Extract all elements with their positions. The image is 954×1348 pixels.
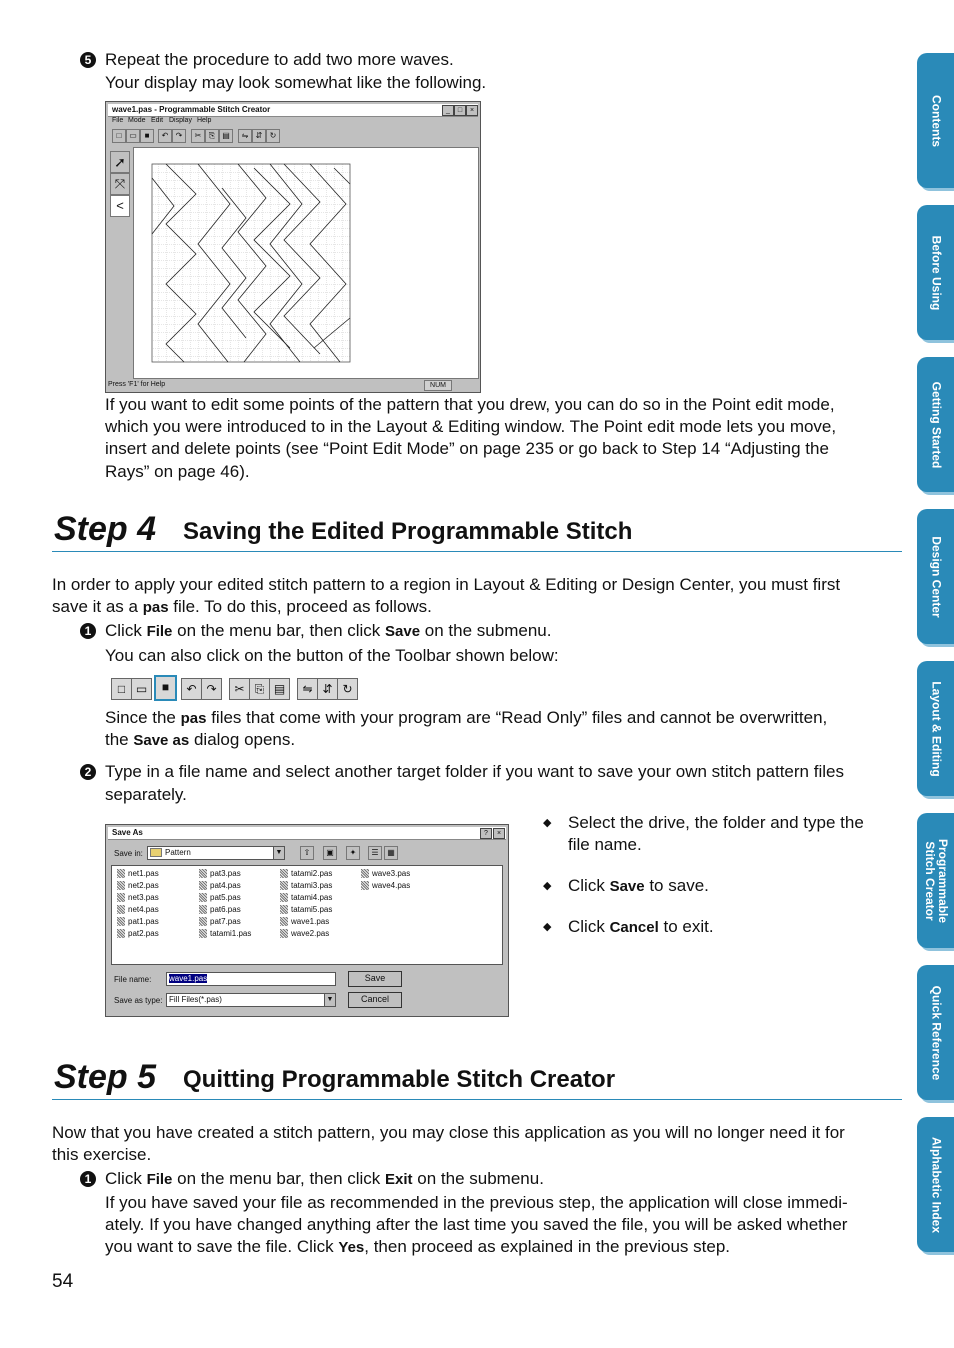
open-icon[interactable]: ▭ xyxy=(131,678,152,700)
tab-quick-reference[interactable]: Quick Reference xyxy=(917,965,954,1100)
step4-intro-1: In order to apply your edited stitch pattern to a region in Layout & Editing or Design Center, you must first xyxy=(52,575,841,594)
flip-v-icon[interactable]: ⇵ xyxy=(252,129,266,143)
file-item[interactable]: tatami2.pas xyxy=(280,869,332,878)
step4-number-2: 2 xyxy=(80,764,96,780)
since-text-2: the Save as dialog opens. xyxy=(105,730,296,749)
close-icon[interactable]: × xyxy=(493,828,505,839)
cut-icon[interactable]: ✂ xyxy=(229,678,250,700)
maximize-icon[interactable]: □ xyxy=(454,105,466,116)
paste-icon[interactable]: ▤ xyxy=(219,129,233,143)
file-item[interactable]: pat1.pas xyxy=(117,917,159,926)
file-item[interactable]: tatami3.pas xyxy=(280,881,332,890)
step5-intro-1: Now that you have created a stitch pattern, you may close this application as you will no longer need it for xyxy=(52,1123,845,1142)
redo-icon[interactable]: ↷ xyxy=(201,678,222,700)
point-edit-paragraph-4: Rays” on page 46). xyxy=(105,462,250,481)
menu-file[interactable]: File xyxy=(112,117,124,124)
step4-divider xyxy=(52,551,902,552)
tab-layout-editing[interactable]: Layout & Editing xyxy=(917,661,954,796)
page-number: 54 xyxy=(52,1271,74,1292)
undo-icon[interactable]: ↶ xyxy=(181,678,202,700)
tab-getting-started[interactable]: Getting Started xyxy=(917,357,954,492)
file-item[interactable]: wave2.pas xyxy=(280,929,329,938)
diamond-bullet-icon: ◆ xyxy=(543,880,552,892)
wave-pattern-grid xyxy=(134,148,478,378)
step5-divider xyxy=(52,1099,902,1100)
cut-icon[interactable]: ✂ xyxy=(191,129,205,143)
rotate-icon[interactable]: ↻ xyxy=(266,129,280,143)
open-icon[interactable]: ▭ xyxy=(126,129,140,143)
step5-subtitle: Quitting Programmable Stitch Creator xyxy=(183,1066,616,1093)
file-item[interactable]: pat2.pas xyxy=(117,929,159,938)
window-title: wave1.pas - Programmable Stitch Creator xyxy=(108,104,478,117)
bullet-2: Click Save to save. xyxy=(568,876,709,895)
bullet-3: Click Cancel to exit. xyxy=(568,917,714,936)
file-item[interactable]: tatami1.pas xyxy=(199,929,251,938)
file-item[interactable]: net2.pas xyxy=(117,881,159,890)
file-item[interactable]: net3.pas xyxy=(117,893,159,902)
stitch-creator-window xyxy=(105,101,481,393)
line-tool-icon[interactable]: < xyxy=(110,195,130,217)
file-item[interactable]: wave1.pas xyxy=(280,917,329,926)
step4-number-1: 1 xyxy=(80,623,96,639)
file-item[interactable]: wave3.pas xyxy=(361,869,410,878)
file-name-label: File name: xyxy=(114,975,152,984)
step-number-5: 5 xyxy=(80,52,96,68)
tab-design-center[interactable]: Design Center xyxy=(917,509,954,644)
save-icon[interactable]: ■ xyxy=(154,675,177,701)
save-as-type-dropdown[interactable]: Fill Files(*.pas) ▼ xyxy=(166,993,336,1007)
file-item[interactable]: net4.pas xyxy=(117,905,159,914)
toolbar-illustration xyxy=(109,677,361,701)
bullet-1-line-2: file name. xyxy=(568,835,642,854)
save-in-label: Save in: xyxy=(114,849,143,858)
new-icon[interactable]: □ xyxy=(111,678,132,700)
file-item[interactable]: net1.pas xyxy=(117,869,159,878)
step4-item1: Click File on the menu bar, then click Save on the submenu. xyxy=(105,621,552,640)
flip-vertical-icon[interactable]: ⇵ xyxy=(317,678,338,700)
list-view-icon[interactable]: ☰ xyxy=(368,846,382,860)
file-name-input[interactable]: wave1.pas xyxy=(166,972,336,986)
canvas-area[interactable] xyxy=(133,147,479,379)
save-as-dialog xyxy=(105,824,509,1017)
save-button[interactable]: Save xyxy=(348,971,402,987)
minimize-icon[interactable]: _ xyxy=(442,105,454,116)
step5-intro-2: this exercise. xyxy=(52,1145,152,1164)
rotate-icon[interactable]: ↻ xyxy=(337,678,358,700)
file-item[interactable]: pat4.pas xyxy=(199,881,241,890)
step5-line-3: ately. If you have changed anything after the last time you saved the file, you will be asked whether xyxy=(105,1215,848,1234)
step4-item2-1: Type in a file name and select another target folder if you want to save your own stitch pattern files xyxy=(105,762,844,781)
tab-contents[interactable]: Contents xyxy=(917,53,954,188)
step5-line-2: If you have saved your file as recommended in the previous step, the application will close immedi- xyxy=(105,1193,848,1212)
step5-title: Step 5 xyxy=(54,1058,157,1096)
undo-icon[interactable]: ↶ xyxy=(158,129,172,143)
point-edit-paragraph-2: which you were introduced to in the Layout & Editing window. The Point edit mode lets you move, xyxy=(105,417,837,436)
tab-programmable-stitch-creator[interactable]: Programmable Stitch Creator xyxy=(917,813,954,948)
details-view-icon[interactable]: ▦ xyxy=(384,846,398,860)
desktop-icon[interactable]: ▣ xyxy=(323,846,337,860)
cancel-button[interactable]: Cancel xyxy=(348,992,402,1008)
step4-item1-line2: You can also click on the button of the Toolbar shown below: xyxy=(105,646,559,665)
up-folder-icon[interactable]: ⇧ xyxy=(300,846,314,860)
new-icon[interactable]: □ xyxy=(112,129,126,143)
file-item[interactable]: wave4.pas xyxy=(361,881,410,890)
file-list[interactable] xyxy=(111,865,503,965)
step5-item1: Click File on the menu bar, then click Exit on the submenu. xyxy=(105,1169,544,1188)
file-item[interactable]: tatami4.pas xyxy=(280,893,332,902)
close-icon[interactable]: × xyxy=(466,105,478,116)
dialog-title: Save As xyxy=(108,827,506,840)
status-bar xyxy=(108,379,476,390)
flip-h-icon[interactable]: ⇋ xyxy=(238,129,252,143)
menu-mode[interactable]: Mode xyxy=(128,117,146,124)
file-item[interactable]: tatami5.pas xyxy=(280,905,332,914)
menu-help[interactable]: Help xyxy=(197,117,212,124)
menu-display[interactable]: Display xyxy=(169,117,192,124)
point-edit-paragraph-1: If you want to edit some points of the pattern that you drew, you can do so in the Point edit mode, xyxy=(105,395,835,414)
step4-title: Step 4 xyxy=(54,510,157,548)
new-folder-icon[interactable]: ✦ xyxy=(346,846,360,860)
diamond-bullet-icon: ◆ xyxy=(543,817,552,829)
point-edit-icon[interactable]: ⤧ xyxy=(110,173,130,195)
file-item[interactable]: pat7.pas xyxy=(199,917,241,926)
step4-item2-2: separately. xyxy=(105,785,187,804)
item5-text: Repeat the procedure to add two more waves. xyxy=(105,50,454,69)
folder-icon xyxy=(150,848,162,857)
step5-number-1: 1 xyxy=(80,1171,96,1187)
help-icon[interactable]: ? xyxy=(480,828,492,839)
file-item[interactable]: pat5.pas xyxy=(199,893,241,902)
tab-alphabetic-index[interactable]: Alphabetic Index xyxy=(917,1117,954,1252)
chevron-down-icon[interactable]: ▼ xyxy=(273,847,284,859)
point-edit-paragraph-3: insert and delete points (see “Point Edit Mode” on page 235 or go back to Step 14 “Adjusting the xyxy=(105,439,829,458)
step4-intro-2: save it as a pas file. To do this, proceed as follows. xyxy=(52,597,432,616)
step5-line-4: you want to save the file. Click Yes, then proceed as explained in the previous step. xyxy=(105,1237,731,1256)
paste-icon[interactable]: ▤ xyxy=(269,678,290,700)
chevron-down-icon[interactable]: ▼ xyxy=(324,994,335,1006)
save-icon[interactable]: ■ xyxy=(140,129,154,143)
select-tool-icon[interactable]: ➚ xyxy=(110,151,130,173)
menu-edit[interactable]: Edit xyxy=(151,117,164,124)
copy-icon[interactable]: ⎘ xyxy=(249,678,270,700)
bullet-1-line-1: Select the drive, the folder and type the xyxy=(568,813,864,832)
save-as-type-label: Save as type: xyxy=(114,996,163,1005)
status-help-text: Press 'F1' for Help xyxy=(108,381,166,388)
num-indicator: NUM xyxy=(424,380,452,391)
step4-subtitle: Saving the Edited Programmable Stitch xyxy=(183,518,633,545)
item5-text-2: Your display may look somewhat like the following. xyxy=(105,73,487,92)
tab-before-using[interactable]: Before Using xyxy=(917,205,954,340)
file-item[interactable]: pat6.pas xyxy=(199,905,241,914)
copy-icon[interactable]: ⎘ xyxy=(205,129,219,143)
diamond-bullet-icon: ◆ xyxy=(543,921,552,933)
save-in-dropdown[interactable]: Pattern ▼ xyxy=(147,846,285,860)
since-text-1: Since the pas files that come with your program are “Read Only” files and cannot be overwritten, xyxy=(105,708,828,727)
flip-horizontal-icon[interactable]: ⇋ xyxy=(297,678,318,700)
file-item[interactable]: pat3.pas xyxy=(199,869,241,878)
redo-icon[interactable]: ↷ xyxy=(172,129,186,143)
